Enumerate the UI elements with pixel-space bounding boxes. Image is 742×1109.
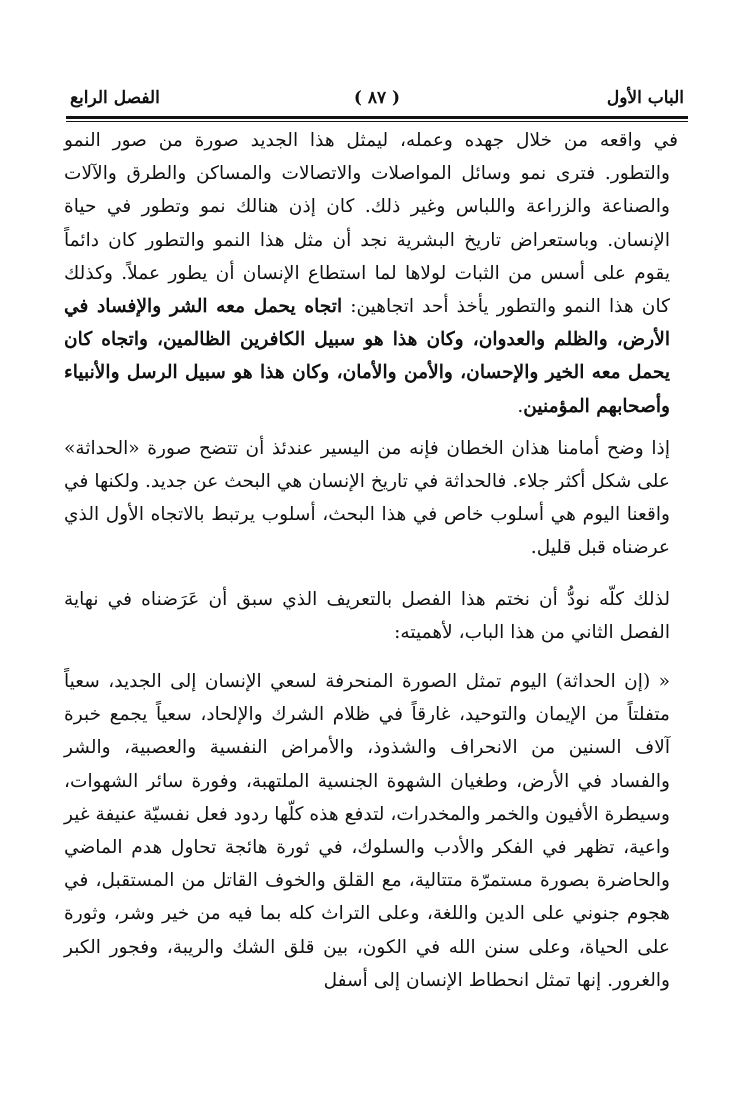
emphasized-text: اتجاه يحمل معه الشر والإفساد في الأرض، والظلم والعدوان، وكان هذا هو سبيل الكافرين الظالمين، واتجاه كان يحمل معه الخير والإحسان، والأمن والأمان، وكان هذا هو سبيل الرسل والأنبياء وأصحابهم المؤمنين: [64, 296, 670, 417]
chapter-title: الباب الأول: [606, 88, 684, 108]
running-header: [70, 80, 684, 116]
section-title: الفصل الرابع: [70, 88, 160, 108]
paragraph-end: .: [517, 395, 524, 417]
spacer: [64, 565, 670, 583]
header-rule: [66, 116, 688, 122]
paragraph-modernity: إذا وضح أمامنا هذان الخطان فإنه من اليسير عندئذ أن تتضح صورة «الحداثة» على شكل أكثر جلاء. فالحداثة في تاريخ الإنسان هي البحث عن جديد. ولكنها في واقعنا اليوم هي أسلوب خاص في هذا البحث، أسلوب يرتبط بالاتجاه الأول الذي عرضناه قبل قليل.: [64, 437, 670, 559]
paragraph-text: في واقعه من خلال جهده وعمله، ليمثل هذا الجديد صورة من صور النمو والتطور. فترى نمو وسائل المواصلات والاتصالات والمساكن والطرق والآلات والصناعة والزراعة واللباس وغير ذلك. كان إذن هنالك نمو وتطور في حياة الإنسان. وباستعراض تاريخ البشرية نجد أن مثل هذا النمو والتطور كان دائماً يقوم على أسس من الثبات لولاها لما استطاع الإنسان أن يطور عملاً. وكذلك كان هذا النمو والتطور يأخذ أحد اتجاهين:: [64, 130, 678, 318]
paragraph-conclusion: لذلك كلّه نودُّ أن نختم هذا الفصل بالتعريف الذي سبق أن عَرَضناه في نهاية الفصل الثاني من هذا الباب، لأهميته:: [64, 588, 670, 643]
paragraph-quote: « (إن الحداثة) اليوم تمثل الصورة المنحرفة لسعي الإنسان إلى الجديد، سعياً متفلتاً من الإيمان والتوحيد، غارقاً في ظلام الشرك والإلحاد، سعياً يجمع خبرة آلاف السنين من الانحراف والشذوذ، والأمراض النفسية والعصبية، والشر والفساد في الأرض، وطغيان الشهوة الجنسية الملتهبة، وفورة سائر الشهوات، وسيطرة الأفيون والخمر والمخدرات، لتدفع هذه كلّها ردود فعل نفسيّة عنيفة غير واعية، تظهر في الفكر والأدب والسلوك، في ثورة هائجة تحاول هدم الماضي والحاضرة بصورة مستمرّة متتالية، مع القلق والخوف القاتل من المستقبل، في هجوم جنوني على الدين واللغة، وعلى التراث كله بما فيه من خير وشر، وثورة على الحياة، وعلى سنن الله في الكون، بين قلق الشك والريبة، وفجور الكبر والغرور. إنها تمثل انحطاط الإنسان إلى أسفل: [64, 671, 670, 991]
page-number: ( ٨٧ ): [353, 88, 401, 108]
spacer: [64, 649, 670, 665]
spacer: [64, 423, 670, 432]
page-body: [64, 124, 678, 997]
paragraph-growth: [64, 124, 678, 423]
